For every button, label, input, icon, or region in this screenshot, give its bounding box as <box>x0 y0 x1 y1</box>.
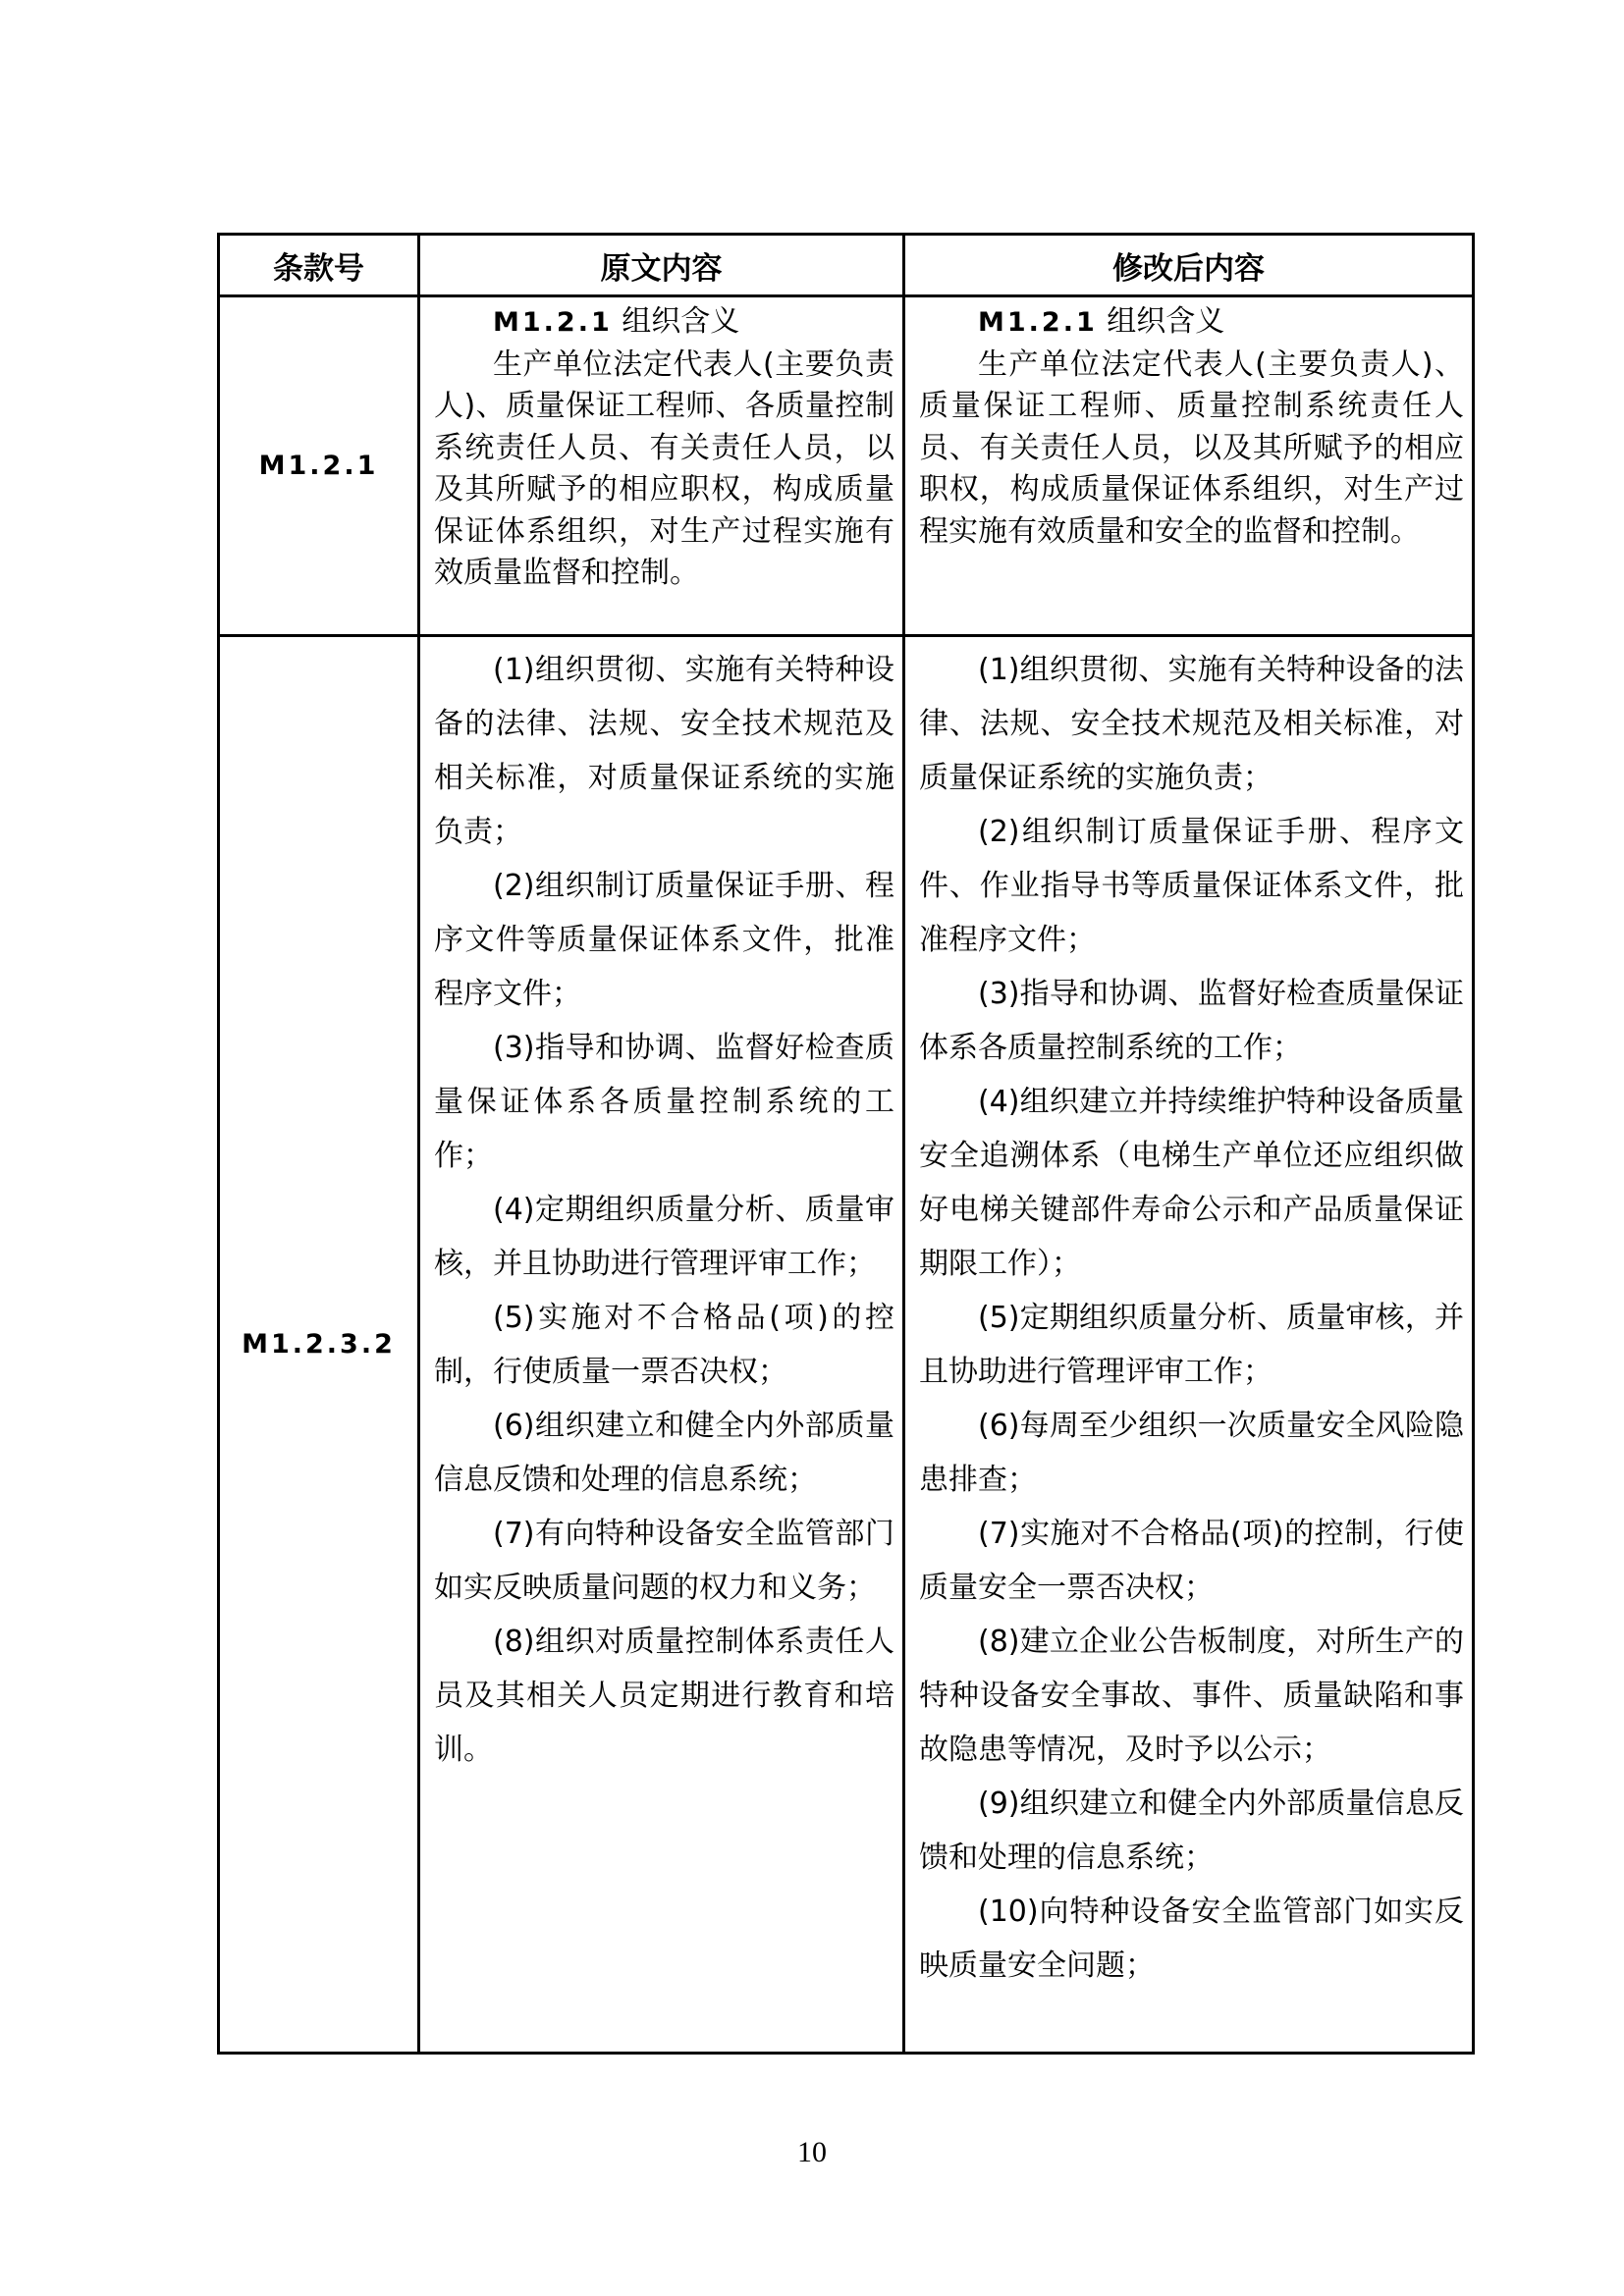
section-code: M1.2.1 <box>493 307 613 338</box>
list-item: (2)组织制订质量保证手册、程序文件、作业指导书等质量保证体系文件，批准程序文件； <box>919 815 1464 957</box>
original-content-cell <box>419 636 904 2054</box>
page-number: 10 <box>797 2136 827 2168</box>
list-item: (2)组织制订质量保证手册、程序文件等质量保证体系文件，批准程序文件； <box>434 869 894 1011</box>
table-row <box>219 296 1474 636</box>
table-header-row <box>219 235 1474 296</box>
header-revised-content: 修改后内容 <box>904 235 1474 296</box>
list-item: (1)组织贯彻、实施有关特种设备的法律、法规、安全技术规范及相关标准，对质量保证系统的实施负责； <box>434 653 894 849</box>
list-item: (5)定期组织质量分析、质量审核，并且协助进行管理评审工作； <box>919 1301 1464 1389</box>
paragraph: 生产单位法定代表人(主要负责人)、质量保证工程师、质量控制系统责任人员、有关责任人员，以及其所赋予的相应职权，构成质量保证体系组织，对生产过程实施有效质量和安全的监督和控制。 <box>919 347 1464 549</box>
section-code: M1.2.1 <box>978 307 1098 338</box>
list-item: (7)实施对不合格品(项)的控制，行使质量安全一票否决权； <box>919 1517 1464 1605</box>
list-item: (4)定期组织质量分析、质量审核，并且协助进行管理评审工作； <box>434 1193 894 1281</box>
list-item: (8)建立企业公告板制度，对所生产的特种设备安全事故、事件、质量缺陷和事故隐患等情况，及时予以公示； <box>919 1625 1464 1767</box>
table-row <box>219 636 1474 2054</box>
section-title: 组织含义 <box>1107 304 1225 339</box>
header-original-content: 原文内容 <box>419 235 904 296</box>
section-subheading <box>919 301 1464 345</box>
original-content-cell <box>419 296 904 636</box>
section-title: 组织含义 <box>622 304 740 339</box>
paragraph: 生产单位法定代表人(主要负责人)、质量保证工程师、各质量控制系统责任人员、有关责任人员，以及其所赋予的相应职权，构成质量保证体系组织，对生产过程实施有效质量监督和控制。 <box>434 347 894 590</box>
revised-content-cell <box>904 296 1474 636</box>
list-item: (7)有向特种设备安全监管部门如实反映质量问题的权力和义务； <box>434 1517 894 1605</box>
clause-comparison-table <box>217 233 1475 2055</box>
clause-number-cell: M1.2.1 <box>219 296 419 636</box>
clause-number-cell: M1.2.3.2 <box>219 636 419 2054</box>
list-item: (3)指导和协调、监督好检查质量保证体系各质量控制系统的工作； <box>919 977 1464 1065</box>
list-item: (5)实施对不合格品(项)的控制，行使质量一票否决权； <box>434 1301 894 1389</box>
section-subheading <box>434 301 894 345</box>
list-item: (6)每周至少组织一次质量安全风险隐患排查； <box>919 1409 1464 1497</box>
list-item: (9)组织建立和健全内外部质量信息反馈和处理的信息系统； <box>919 1787 1464 1875</box>
header-clause-number: 条款号 <box>219 235 419 296</box>
revised-content-cell <box>904 636 1474 2054</box>
list-item: (10)向特种设备安全监管部门如实反映质量安全问题； <box>919 1895 1464 1983</box>
list-item: (1)组织贯彻、实施有关特种设备的法律、法规、安全技术规范及相关标准，对质量保证系统的实施负责； <box>919 653 1464 795</box>
list-item: (4)组织建立并持续维护特种设备质量安全追溯体系（电梯生产单位还应组织做好电梯关键部件寿命公示和产品质量保证期限工作）； <box>919 1085 1464 1281</box>
list-item: (6)组织建立和健全内外部质量信息反馈和处理的信息系统； <box>434 1409 894 1497</box>
list-item: (8)组织对质量控制体系责任人员及其相关人员定期进行教育和培训。 <box>434 1625 894 1767</box>
list-item: (3)指导和协调、监督好检查质量保证体系各质量控制系统的工作； <box>434 1031 894 1173</box>
